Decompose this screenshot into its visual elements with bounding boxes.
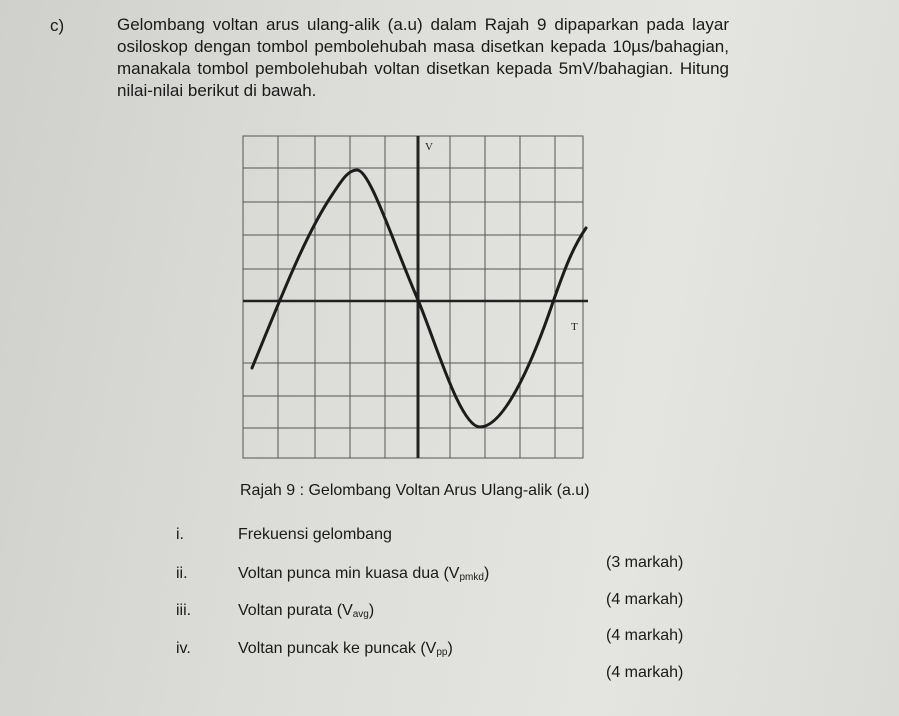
question-intro: Gelombang voltan arus ulang-alik (a.u) dalam Rajah 9 dipaparkan pada layar osiloskop dengan tombol pembolehubah masa disetkan kepada 10µs/bahagian, manakala tombol pembolehubah voltan disetkan kepada 5mV/bahagian. Hitung nilai-nilai berikut di bawah. <box>117 15 729 100</box>
item-number: ii. <box>176 565 188 582</box>
item-text: Voltan purata (V <box>238 602 353 619</box>
item-subscript: avg <box>352 609 369 620</box>
marks-4: (4 markah) <box>606 664 684 681</box>
oscilloscope-figure <box>240 130 600 465</box>
item-text: Frekuensi gelombang <box>238 526 392 543</box>
figure-caption: Rajah 9 : Gelombang Voltan Arus Ulang-alik (a.u) <box>240 482 590 499</box>
time-axis-label: T <box>571 321 578 333</box>
question-item-2 <box>176 565 489 583</box>
item-number: iv. <box>176 640 191 657</box>
question-item-1 <box>176 526 392 544</box>
item-subscript: pp <box>436 647 448 658</box>
question-item-3 <box>176 602 374 620</box>
item-subscript: pmkd <box>459 572 484 583</box>
item-number: iii. <box>176 602 192 619</box>
voltage-axis-label: V <box>425 141 433 153</box>
item-number: i. <box>176 526 184 543</box>
item-text: Voltan punca min kuasa dua (V <box>238 565 460 582</box>
item-text-end: ) <box>368 602 375 619</box>
marks-2: (4 markah) <box>606 591 684 608</box>
item-text: Voltan puncak ke puncak (V <box>238 640 437 657</box>
item-text-end: ) <box>447 640 453 657</box>
marks-1: (3 markah) <box>606 554 684 571</box>
item-text-end: ) <box>483 565 490 582</box>
grid <box>243 136 583 458</box>
question-label: c) <box>50 16 65 35</box>
question-item-4 <box>176 640 453 658</box>
marks-3: (4 markah) <box>606 627 684 644</box>
